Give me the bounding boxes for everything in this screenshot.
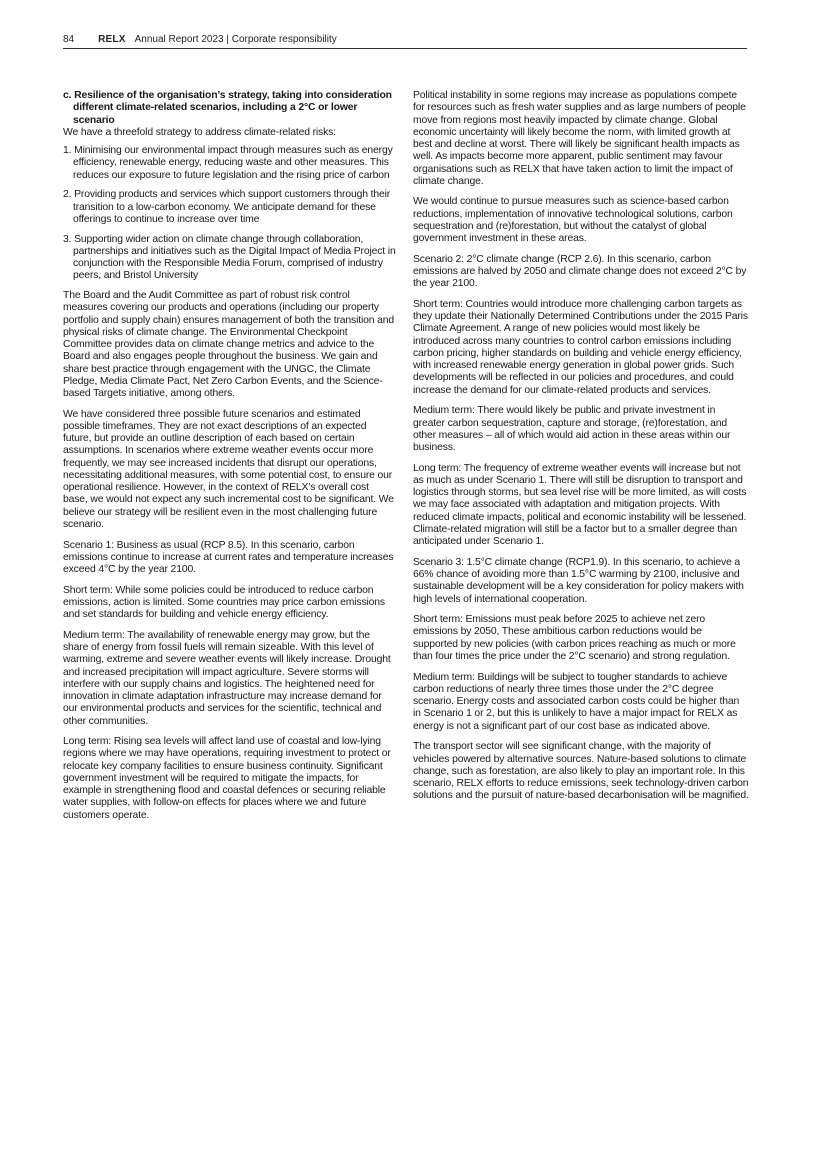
paragraph-s2-medium-term: Medium term: There would likely be public and private investment in greater carbon sequestration, capture and storage, (re)forestation, and other measures – all of which would aid action in these areas within our business. — [413, 405, 731, 454]
page-number: 84 — [63, 33, 75, 45]
page-header — [63, 30, 747, 48]
header-divider — [63, 48, 747, 49]
paragraph-s3-transport: The transport sector will see significant change, with the majority of vehicles powered by alternative sources. Nature-based solutions to climate change, such as forestation, are also likely to play an important role. In this scenario, RELX efforts to reduce emissions, seek technology-driven carbon solutions and the pursuit of nature-based decarbonisation will be magnified. — [413, 741, 749, 802]
list-item: 2. Providing products and services which support customers through their transition to a low-carbon economy. We anticipate demand for these offerings to continue to increase over time — [63, 189, 391, 225]
list-item: 1. Minimising our environmental impact through measures such as energy efficiency, renewable energy, reducing waste and other measures. This reduces our exposure to future legislation and the rising price of carbon — [63, 145, 393, 181]
left-column — [63, 90, 396, 830]
strategy-list — [63, 145, 396, 283]
right-column — [413, 90, 749, 811]
paragraph-s1-long-term: Long term: Rising sea levels will affect land use of coastal and low-lying regions where we may have operations, requiring investment to protect or relocate key company facilities to ensure business continuity. Significant government investment will be required to mitigate the impacts, for example in strengthening flood and coastal defences or securing reliable water supplies, with follow-on effects for places where we and future customers operate. — [63, 736, 391, 821]
report-title: Annual Report 2023 | Corporate responsibility — [134, 33, 337, 45]
paragraph-scenario-3: Scenario 3: 1.5°C climate change (RCP1.9). In this scenario, to achieve a 66% chance of avoiding more than 1.5°C warming by 2100, inclusive and sustainable development will be a key consideration for policy makers with high levels of international cooperation. — [413, 556, 744, 605]
paragraph-governance: The Board and the Audit Committee as part of robust risk control measures covering our products and operations (including our property portfolio and supply chain) ensures management of both the transition and physical risks of climate change. The Environmental Checkpoint Committee provides data on climate change metrics and advice to the Board and also engages people throughout the business. We gain and share best practice through engagement with the UNGC, the Climate Pledge, Media Climate Pact, Net Zero Carbon Events, and the Science-based Targets initiative, among others. — [63, 290, 395, 399]
list-item: 3. Supporting wider action on climate change through collaboration, partnerships and initiatives such as the Digital Impact of Media Project in conjunction with the Responsible Media Forum, comprised of industry peers, and Bristol University — [63, 233, 396, 282]
section-heading: c. Resilience of the organisation’s strategy, taking into consideration different climate-related scenarios, including a 2°C or lower scenario — [63, 90, 392, 126]
paragraph-s3-short-term: Short term: Emissions must peak before 2025 to achieve net zero emissions by 2050, These ambitious carbon reductions would be supported by new policies (with carbon prices reaching as much or more than four times the price under the 2°C scenario) and strong regulation. — [413, 614, 736, 662]
paragraph-scenario-2: Scenario 2: 2°C climate change (RCP 2.6). In this scenario, carbon emissions are halved by 2050 and climate change does not exceed 2°C by the year 2100. — [413, 253, 747, 290]
paragraph-continued-measures: We would continue to pursue measures such as science-based carbon reductions, implementation of innovative technological solutions, carbon sequestration and (re)forestation, but without the catalyst of global government investment in these areas. — [413, 196, 733, 245]
paragraph-scenario-1: Scenario 1: Business as usual (RCP 8.5). In this scenario, carbon emissions continue to increase at current rates and temperature increases exceed 4°C by the year 2100. — [63, 539, 394, 576]
paragraph-s1-short-term: Short term: While some policies could be introduced to reduce carbon emissions, action is limited. Some countries may price carbon emissions and set standards for building and vehicle energy efficiency. — [63, 584, 385, 621]
strategy-intro: We have a threefold strategy to address climate-related risks: — [63, 126, 336, 138]
paragraph-s3-medium-term: Medium term: Buildings will be subject to tougher standards to achieve carbon reductions of nearly three times those under the 2°C degree scenario. Energy costs and associated carbon costs could be higher than in Scenario 1 or 2, but this is unlikely to have a major impact for RELX as energy is not a significant part of our cost base as indicated above. — [413, 671, 740, 732]
paragraph-s2-short-term: Short term: Countries would introduce more challenging carbon targets as they update their Nationally Determined Contributions under the 2015 Paris Climate Agreement. A range of new policies would most likely be introduced across many countries to control carbon emissions including carbon pricing, higher standards on building and vehicle energy efficiency, with increased renewable energy generation in global power grids. Such developments will be reflected in our policies and procedures, and could increase the demand for our climate-related products and services. — [413, 298, 748, 396]
paragraph-scenarios-overview: We have considered three possible future scenarios and estimated possible timeframes. They are not exact descriptions of an expected future, but provide an outline description of each based on certain assumptions. In scenarios where extreme weather events occur more frequently, we may see increased incidents that disrupt our operations, necessitating additional measures, with some potential cost, to ensure our operational resilience. However, in the context of RELX’s overall cost base, we would not expect any such incremental cost to be significant. We believe our strategy will be resilient even in the most challenging future scenario. — [63, 408, 394, 530]
paragraph-s2-long-term: Long term: The frequency of extreme weather events will increase but not as much as under Scenario 1. There will still be disruption to transport and logistics through storms, but sea level rise will be more limited, as will costs we may face associated with adaptation and mitigation projects. With reduced climate impacts, political and economic instability will be lessened. Climate-related migration will still be a factor but to a smaller degree than anticipated under Scenario 1. — [413, 462, 747, 548]
paragraph-political-instability: Political instability in some regions may increase as populations compete for resources such as fresh water supplies and as large numbers of people move from regions most heavily impacted by climate change. Global economic uncertainty will likely become the norm, with limited growth at best and decline at worst. There will likely be significant health impacts as well. As impacts become more apparent, public sentiment may favour organisations such as RELX that have taken action to limit the impact of climate change. — [413, 90, 746, 187]
paragraph-s1-medium-term: Medium term: The availability of renewable energy may grow, but the share of energy from fossil fuels will remain sizeable. With this level of warming, extreme and severe weather events will likely increase. Drought and increased precipitation will impact agriculture. Severe storms will interfere with our supply chains and logistics. The heightened need for innovation in climate adaptation infrastructure may increase demand for our environmental products and services for the scientific, technical and other communities. — [63, 629, 391, 727]
brand-name: RELX — [98, 33, 126, 45]
